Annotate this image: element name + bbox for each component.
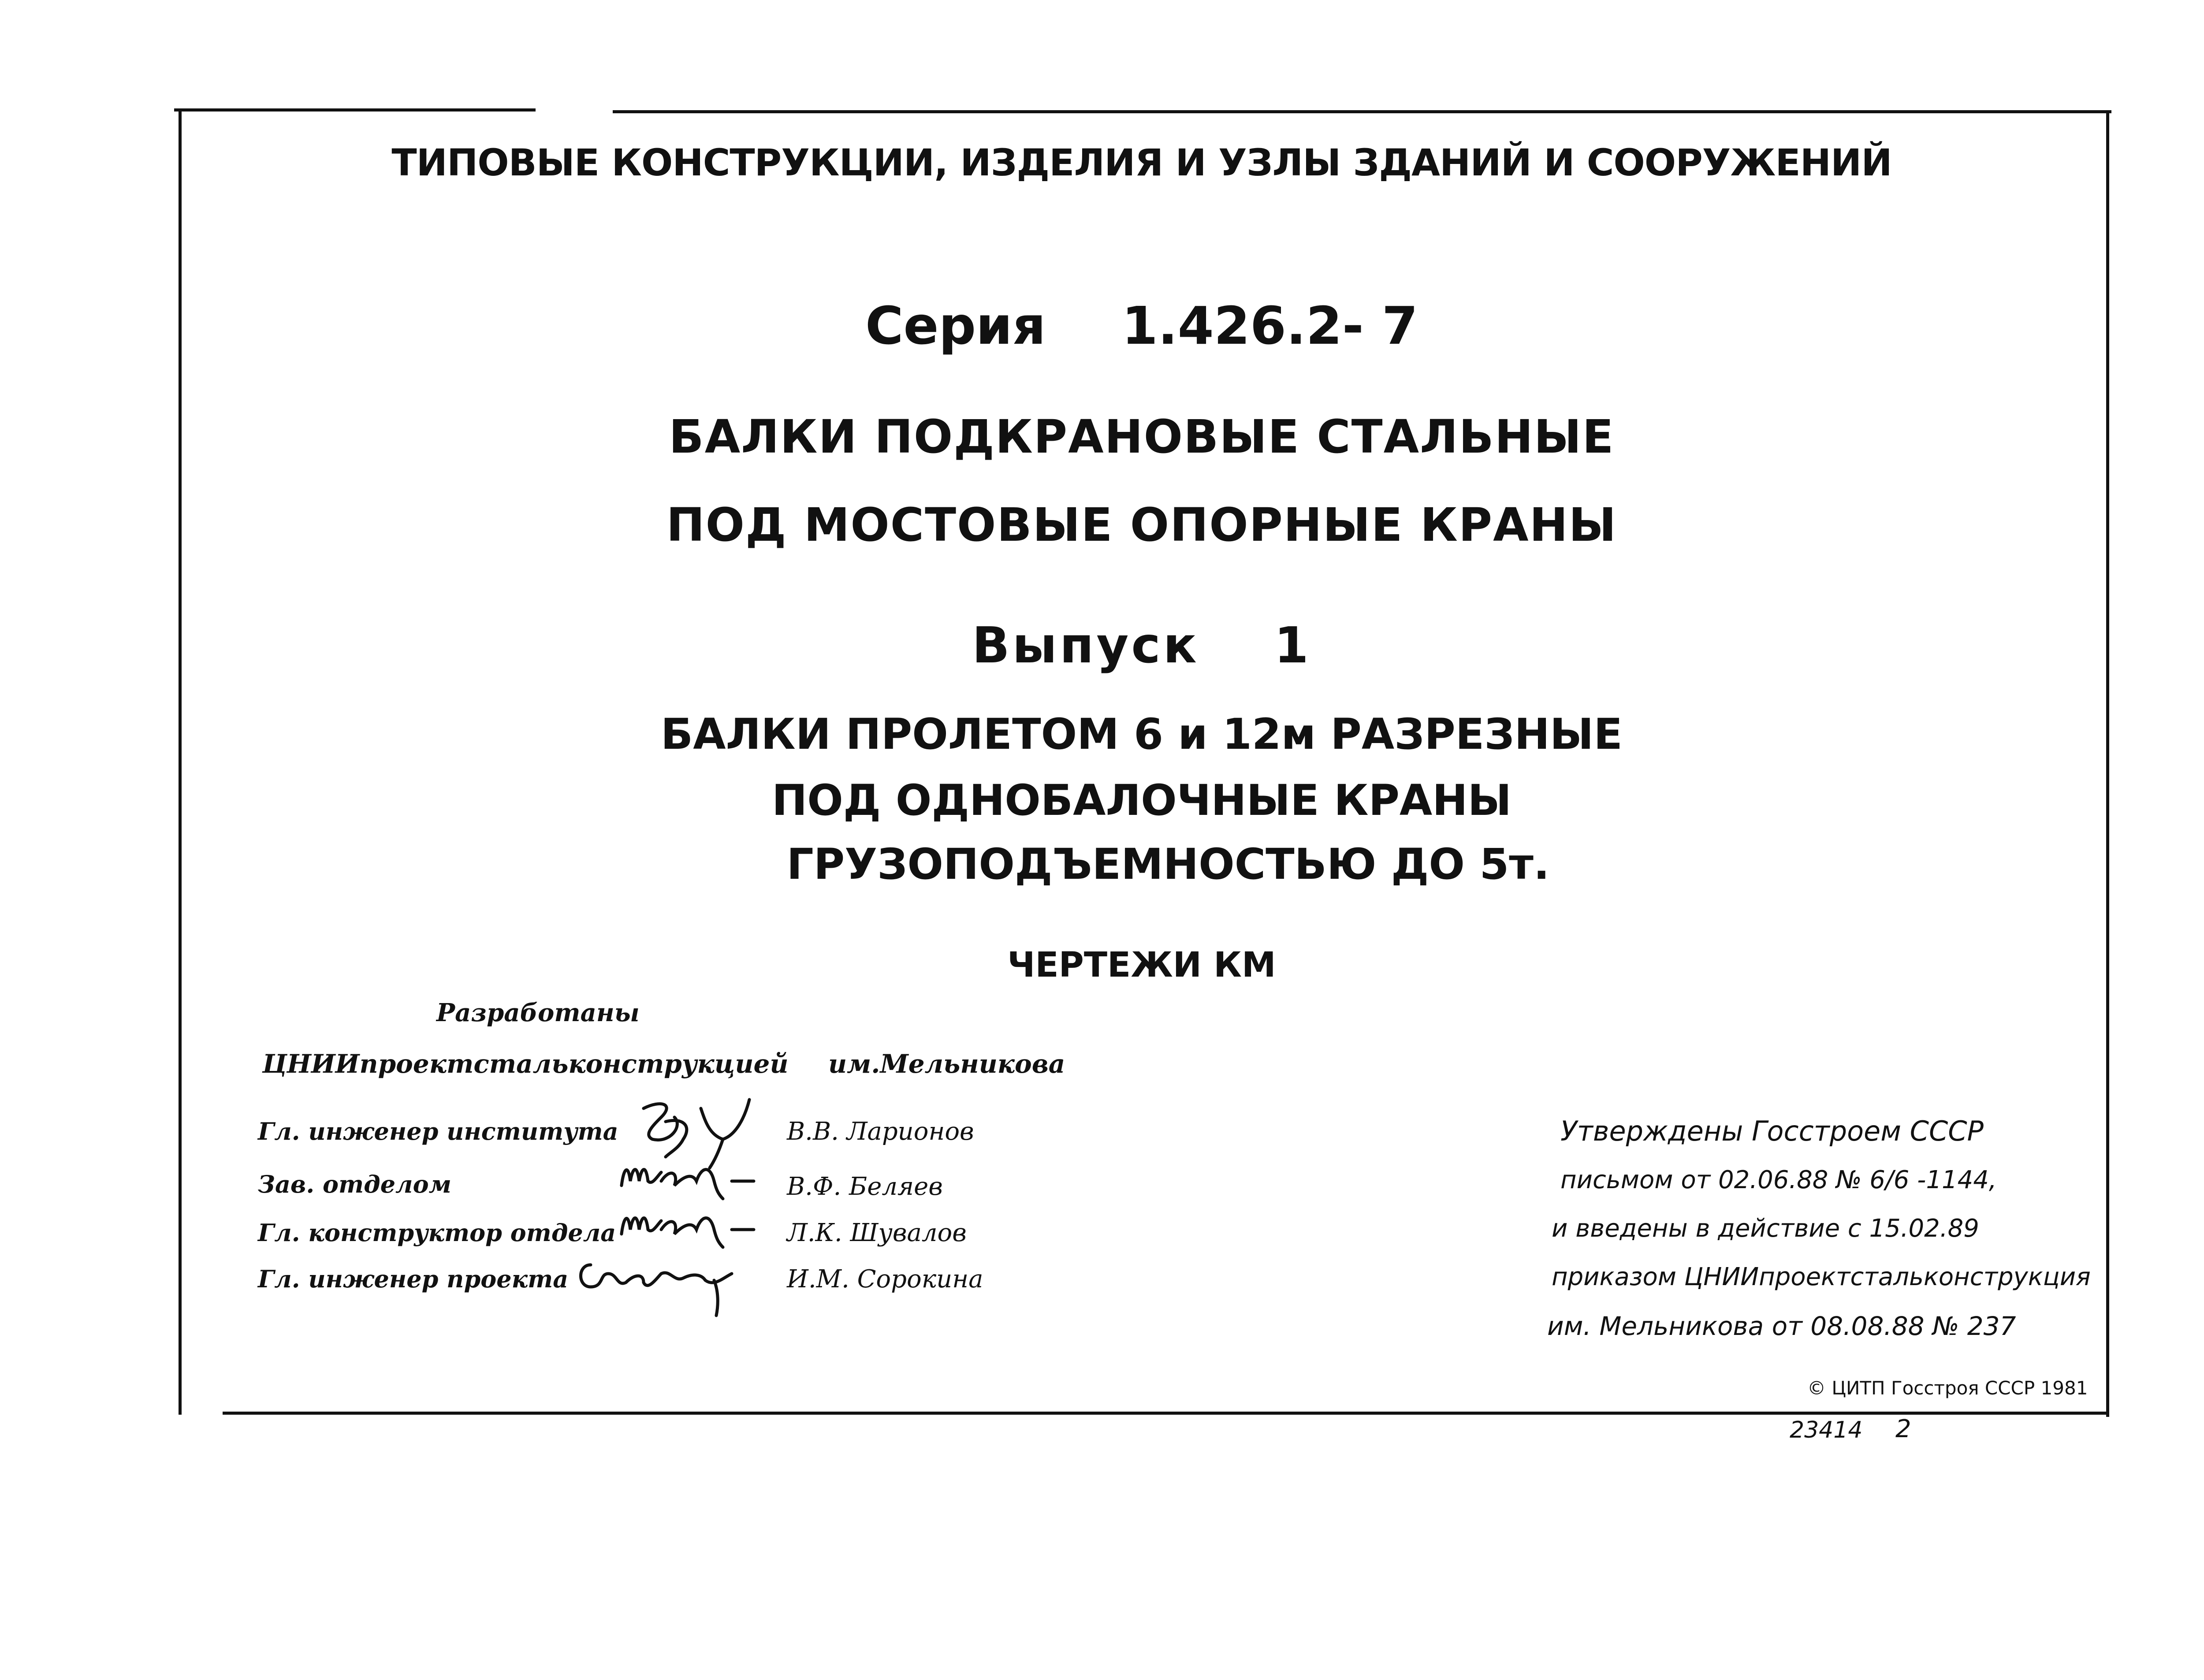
approval-line-2: письмом от 02.06.88 № 6/6 -1144, (1560, 1166, 1997, 1194)
signature-shuvalov (617, 1203, 767, 1252)
staff-position-4: Гл. инженер проекта (258, 1265, 569, 1293)
developer-org-name: ЦНИИпроектстальконструкцией (262, 1049, 789, 1079)
subject-line-1: БАЛКИ ПОДКРАНОВЫЕ СТАЛЬНЫЕ (669, 410, 1615, 464)
issue-line (176, 617, 2107, 674)
approval-line-1: Утверждены Госстроем СССР (1560, 1115, 1984, 1147)
approval-line-4: приказом ЦНИИпроектстальконструкция (1552, 1263, 2091, 1291)
staff-name-3: Л.К. Шувалов (787, 1219, 967, 1247)
signature-sorokina (573, 1247, 749, 1318)
issue-subject-line-3: ГРУЗОПОДЪЕМНОСТЬЮ ДО 5т. (786, 840, 1550, 889)
subject-line-2: ПОД МОСТОВЫЕ ОПОРНЫЕ КРАНЫ (666, 498, 1617, 552)
drawings-type: ЧЕРТЕЖИ КМ (1007, 945, 1276, 985)
sheet-number: 2 (1895, 1415, 1911, 1443)
developer-named-after: им.Мельникова (828, 1049, 1065, 1079)
staff-name-1: В.В. Ларионов (787, 1117, 974, 1146)
issue-subject-line-2: ПОД ОДНОБАЛОЧНЫЕ КРАНЫ (771, 776, 1512, 825)
signature-belyaev (617, 1155, 767, 1203)
developer-heading: Разработаны (436, 998, 640, 1027)
issue-subject-line-1: БАЛКИ ПРОЛЕТОМ 6 и 12м РАЗРЕЗНЫЕ (661, 710, 1623, 759)
staff-position-1: Гл. инженер института (258, 1117, 618, 1145)
series-number: 1.426.2- 7 (1121, 295, 1418, 356)
document-category-title: ТИПОВЫЕ КОНСТРУКЦИИ, ИЗДЕЛИЯ И УЗЛЫ ЗДАНИЙ И СООРУЖЕНИЙ (391, 141, 1892, 184)
developer-organization (262, 1049, 1065, 1079)
issue-label: Выпуск (972, 617, 1199, 674)
copyright-notice: © ЦИТП Госстроя СССР 1981 (1807, 1377, 2088, 1399)
series-line (176, 295, 2107, 356)
issue-number: 1 (1274, 617, 1311, 674)
frame-bottom-line (223, 1412, 2109, 1415)
staff-name-4: И.М. Сорокина (787, 1265, 983, 1293)
staff-name-2: В.Ф. Беляев (787, 1172, 943, 1201)
approval-line-3: и введены в действие с 15.02.89 (1552, 1214, 1979, 1243)
staff-position-3: Гл. конструктор отдела (258, 1219, 616, 1247)
inventory-number: 23414 (1790, 1417, 1863, 1443)
staff-position-2: Зав. отделом (258, 1170, 451, 1198)
approval-line-5: им. Мельникова от 08.08.88 № 237 (1547, 1311, 2016, 1341)
frame-top-left-line (174, 108, 536, 112)
series-label: Серия (865, 295, 1046, 356)
frame-top-right-line (613, 110, 2111, 113)
